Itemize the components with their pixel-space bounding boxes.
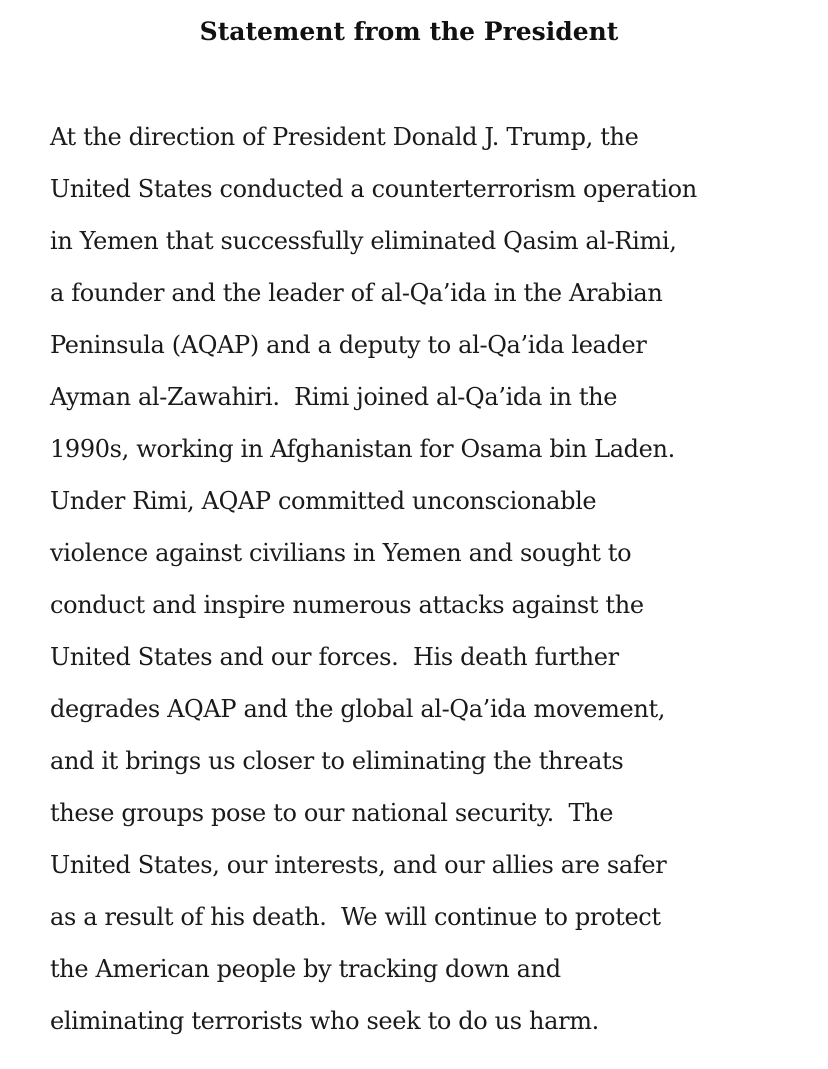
body-line: conduct and inspire numerous attacks against the	[50, 591, 644, 619]
body-line: Under Rimi, AQAP committed unconscionable	[50, 487, 597, 515]
body-line: United States and our forces. His death further	[50, 643, 619, 671]
body-line: and it brings us closer to eliminating the threats	[50, 747, 624, 775]
body-line: violence against civilians in Yemen and sought to	[50, 539, 632, 567]
body-line: eliminating terrorists who seek to do us harm.	[50, 1007, 599, 1035]
body-line: a founder and the leader of al-Qa’ida in the Arabian	[50, 279, 663, 307]
body-line: 1990s, working in Afghanistan for Osama bin Laden.	[50, 435, 675, 463]
body-line: in Yemen that successfully eliminated Qasim al-Rimi,	[50, 227, 677, 255]
body-line: United States, our interests, and our allies are safer	[50, 851, 667, 879]
body-line: United States conducted a counterterrorism operation	[50, 175, 697, 203]
statement-body	[50, 111, 820, 1047]
body-line: Ayman al-Zawahiri. Rimi joined al-Qa’ida in the	[50, 383, 618, 411]
body-line: At the direction of President Donald J. Trump, the	[50, 123, 639, 151]
body-line: degrades AQAP and the global al-Qa’ida movement,	[50, 695, 666, 723]
body-line: the American people by tracking down and	[50, 955, 561, 983]
body-line: these groups pose to our national security. The	[50, 799, 614, 827]
statement-title: Statement from the President	[199, 17, 619, 46]
body-line: Peninsula (AQAP) and a deputy to al-Qa’ida leader	[50, 331, 647, 359]
body-line: as a result of his death. We will continue to protect	[50, 903, 661, 931]
